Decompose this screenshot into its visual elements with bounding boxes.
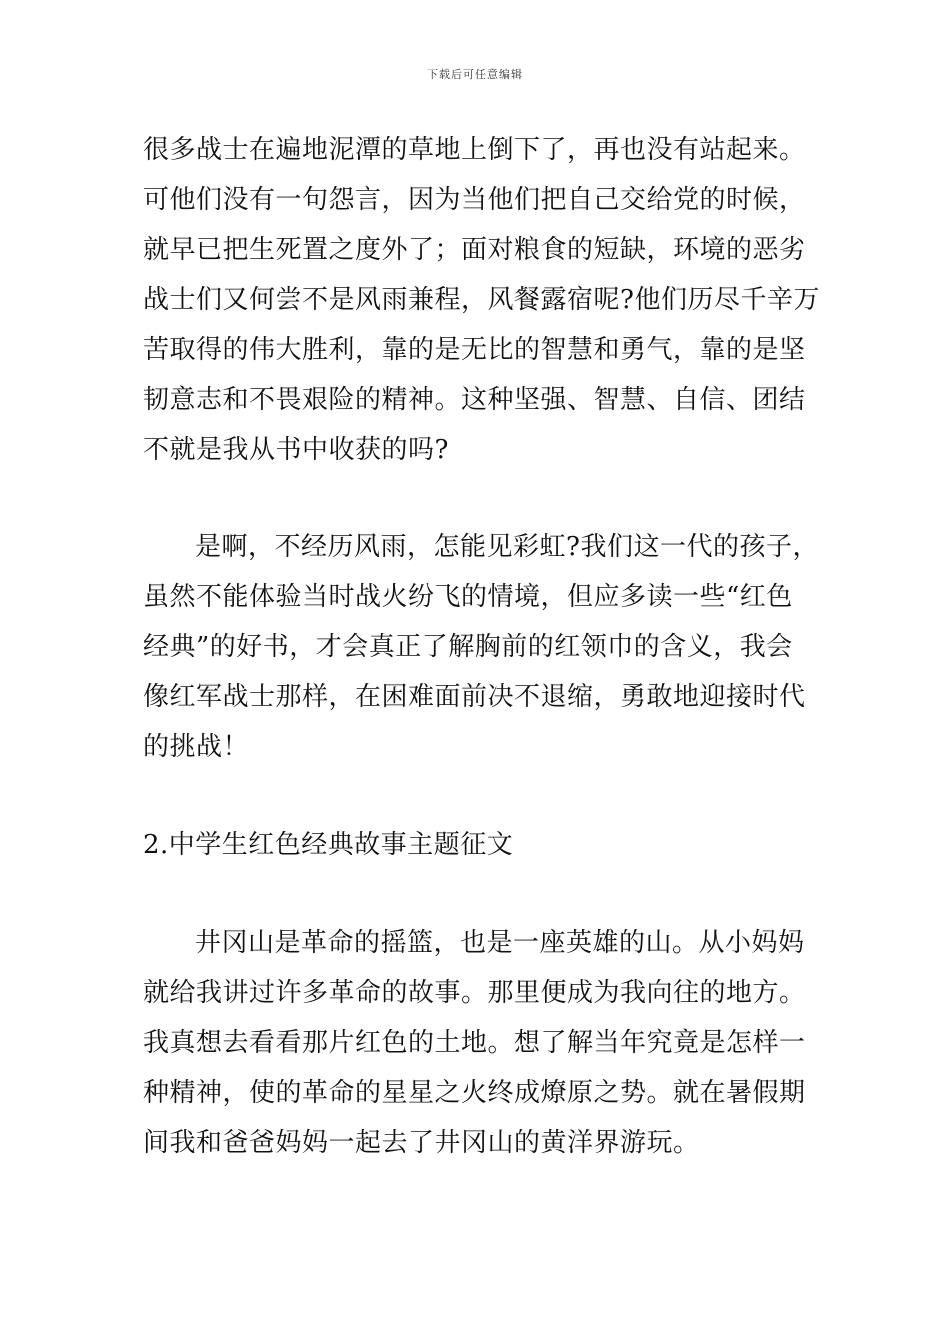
text-line: 韧意志和不畏艰险的精神。这种坚强、智慧、自信、团结 [143,385,806,415]
section-title: 2.中学生红色经典故事主题征文 [143,830,514,860]
text-line: 间我和爸爸妈妈一起去了井冈山的黄洋界游玩。 [143,1128,700,1158]
paragraph-3 [143,918,813,1168]
text-line: 是啊，不经历风雨，怎能见彩虹?我们这一代的孩子， [195,532,819,562]
text-line: 的挑战！ [143,732,250,762]
text-line: 苦取得的伟大胜利，靠的是无比的智慧和勇气，靠的是坚 [143,335,806,365]
page-header: 下载后可任意编辑 [427,68,523,81]
text-line: 很多战士在遍地泥潭的草地上倒下了，再也没有站起来。 [143,135,806,165]
text-line: 井冈山是革命的摇篮，也是一座英雄的山。从小妈妈 [195,928,805,958]
section-title-block [143,820,813,870]
text-line: 不就是我从书中收获的吗? [143,435,449,465]
text-line: 我真想去看看那片红色的土地。想了解当年究竟是怎样一 [143,1028,806,1058]
paragraph-1 [143,125,820,475]
paragraph-2 [143,522,819,772]
text-line: 就给我讲过许多革命的故事。那里便成为我向往的地方。 [143,978,806,1008]
text-line: 就早已把生死置之度外了；面对粮食的短缺，环境的恶劣 [143,235,806,265]
text-line: 种精神，使的革命的星星之火终成燎原之势。就在暑假期 [143,1078,806,1108]
text-line: 可他们没有一句怨言，因为当他们把自己交给党的时候， [143,185,806,215]
text-line: 经典”的好书，才会真正了解胸前的红领巾的含义，我会 [143,632,793,662]
text-line: 战士们又何尝不是风雨兼程，风餐露宿呢?他们历尽千辛万 [143,285,820,315]
text-line: 虽然不能体验当时战火纷飞的情境，但应多读一些“红色 [143,582,793,612]
text-line: 像红军战士那样，在困难面前决不退缩，勇敢地迎接时代 [143,682,806,712]
